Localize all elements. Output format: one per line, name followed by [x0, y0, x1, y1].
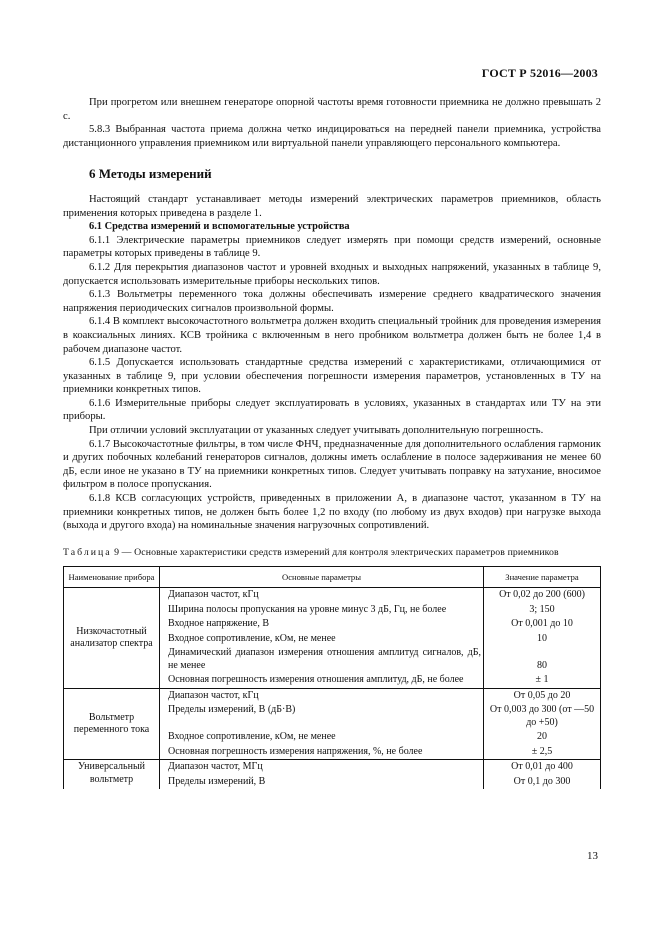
value-cell: От 0,1 до 300 — [484, 775, 601, 790]
value-cell: ± 1 — [484, 673, 601, 688]
param-cell: Диапазон частот, МГц — [160, 760, 484, 775]
table-caption-text: 9 — Основные характеристики средств измерений для контроля электрических параметров приемников — [111, 546, 559, 558]
paragraph: 6.1.2 Для перекрытия диапазонов частот и уровней входных и выходных напряжений, указанных в таблице 9, допускается использовать измерительные приборы нескольких типов. — [63, 261, 601, 287]
param-cell: Ширина полосы пропускания на уровне минус 3 дБ, Гц, не более — [160, 603, 484, 618]
table-caption — [63, 547, 601, 559]
value-cell: 80 — [484, 646, 601, 673]
paragraph: 6.1.3 Вольтметры переменного тока должны обеспечивать измерение среднего квадратического значения напряжения периодических сигналов произвольной формы. — [63, 289, 601, 314]
param-cell: Динамический диапазон измерения отношения амплитуд сигналов, дБ, не менее — [160, 646, 484, 673]
document-code: ГОСТ Р 52016—2003 — [481, 66, 598, 80]
value-cell: От 0,003 до 300 (от —50 до +50) — [484, 703, 601, 730]
param-cell: Диапазон частот, кГц — [160, 688, 484, 703]
value-cell: От 0,001 до 10 — [484, 617, 601, 632]
value-cell: 20 — [484, 730, 601, 745]
paragraph: 6.1.1 Электрические параметры приемников следует измерять при помощи средств измерений, основные параметры которых приведены в таблице 9. — [63, 234, 601, 260]
paragraph: При отличии условий эксплуатации от указанных следует учитывать дополнительную погрешность. — [89, 425, 544, 437]
param-cell: Входное напряжение, В — [160, 617, 484, 632]
paragraph: Настоящий стандарт устанавливает методы измерений электрических параметров приемников, область применения которых приведена в разделе 1. — [63, 193, 601, 219]
param-cell: Основная погрешность измерения отношения амплитуд, дБ, не более — [160, 673, 484, 688]
table-row — [64, 760, 601, 775]
column-header-parameters: Основные параметры — [160, 567, 484, 588]
device-name: Вольтметр переменного тока — [64, 688, 160, 760]
paragraph: 6.1.8 КСВ согласующих устройств, приведенных в приложении А, в диапазоне частот, указанном в ТУ на приемники конкретных типов, не должен быть более 1,2 по входу (по любому из двух входов) при нагрузке выхода (выхода и другого входа) на номинальные значения нагрузочных сопротивлений. — [63, 493, 601, 532]
paragraph: 6.1.7 Высокочастотные фильтры, в том числе ФНЧ, предназначенные для дополнительного ослабления гармоник и других побочных колебаний генераторов сигналов, должны иметь ослабление в полосе задерживания не менее 60 дБ, если иное не указано в ТУ на приемники конкретных типов. Следует учитывать поправку на затухание, вносимое фильтром в полосе пропускания. — [63, 438, 601, 491]
param-cell: Пределы измерений, В — [160, 775, 484, 790]
subsection-title: 6.1 Средства измерений и вспомогательные устройства — [89, 221, 350, 233]
measurement-table — [63, 566, 601, 789]
column-header-device: Наименование прибора — [64, 567, 160, 588]
table-row — [64, 688, 601, 703]
value-cell: ± 2,5 — [484, 745, 601, 760]
param-cell: Основная погрешность измерения напряжения, %, не более — [160, 745, 484, 760]
table-row — [64, 588, 601, 603]
table-caption-prefix: Таблица — [63, 546, 112, 558]
device-name: Универсальный вольтметр — [64, 760, 160, 790]
param-cell: Пределы измерений, В (дБ·В) — [160, 703, 484, 730]
device-name: Низкочастотный анализатор спектра — [64, 588, 160, 689]
column-header-value: Значение параметра — [484, 567, 601, 588]
paragraph: 5.8.3 Выбранная частота приема должна четко индицироваться на передней панели приемника, устройства дистанционного управления приемником или виртуальной панели управляющего персонального компьютера. — [63, 124, 601, 149]
value-cell: От 0,05 до 20 — [484, 688, 601, 703]
param-cell: Диапазон частот, кГц — [160, 588, 484, 603]
value-cell: 10 — [484, 632, 601, 647]
value-cell: 3; 150 — [484, 603, 601, 618]
param-cell: Входное сопротивление, кОм, не менее — [160, 730, 484, 745]
paragraph: 6.1.6 Измерительные приборы следует эксплуатировать в условиях, указанных в стандартах или ТУ на эти приборы. — [63, 397, 601, 423]
value-cell: От 0,01 до 400 — [484, 760, 601, 775]
paragraph: При прогретом или внешнем генераторе опорной частоты время готовности приемника не должно превышать 2 с. — [63, 97, 601, 122]
section-title: 6 Методы измерений — [89, 166, 212, 182]
page-content — [63, 96, 601, 789]
param-cell: Входное сопротивление, кОм, не менее — [160, 632, 484, 647]
value-cell: От 0,02 до 200 (600) — [484, 588, 601, 603]
paragraph: 6.1.4 В комплект высокочастотного вольтметра должен входить специальный тройник для проведения измерения в коаксиальных линиях. КСВ тройника с включенным в него пробником вольтметра должен быть не более 1,4 в рабочем диапазоне частот. — [63, 316, 601, 355]
page-number: 13 — [587, 850, 598, 862]
paragraph: 6.1.5 Допускается использовать стандартные средства измерений с характеристиками, отличающимися от указанных в таблице 9, при условии обеспечения погрешности измерения параметров, установленных в ТУ на приемники конкретных типов. — [63, 357, 601, 396]
